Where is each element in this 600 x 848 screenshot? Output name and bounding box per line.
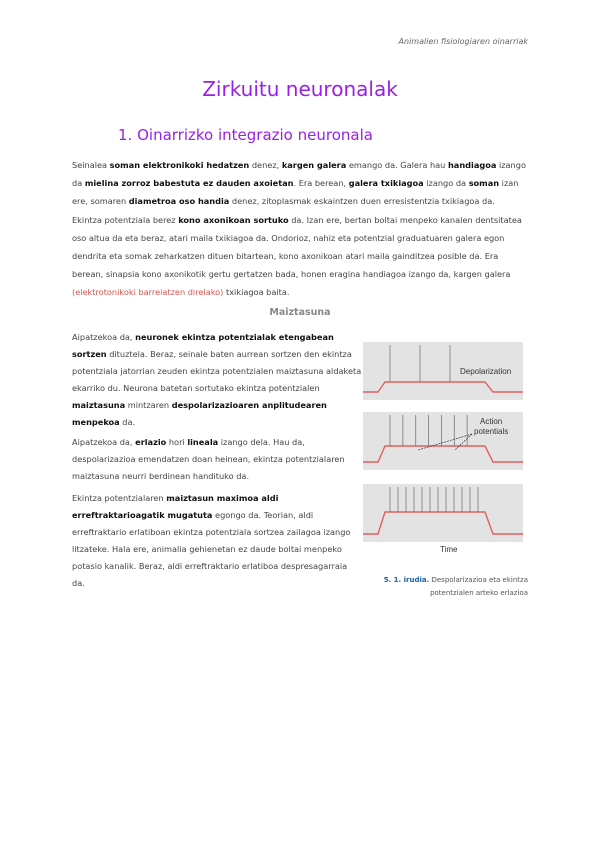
paragraph-5	[72, 490, 362, 592]
header-note: Animalien fisiologiaren oinarriak	[398, 37, 528, 46]
text: da.	[119, 417, 136, 427]
emph: galera txikiagoa	[348, 178, 424, 188]
text: Seinalea	[72, 160, 110, 170]
emph: erlazio	[135, 437, 167, 447]
text: dituztela. Beraz, seinale baten aurrean sortzen den ekintza potentziala jatorrian zeuden ekintza potentzialen maiztasuna aldaketa ekarriko du. Neurona batetan sortutako ekintza potentzialen	[72, 349, 362, 393]
section-heading	[118, 126, 373, 144]
text: Aipatzekoa da,	[72, 437, 136, 447]
text: hori	[166, 437, 188, 447]
emph: lineala	[187, 437, 219, 447]
emph: kono axonikoan sortuko	[178, 215, 289, 225]
section-title: Oinarrizko integrazio neuronala	[137, 126, 373, 144]
text: txikiagoa baita.	[223, 287, 290, 297]
emph: kargen galera	[281, 160, 347, 170]
text: mintzaren	[125, 400, 172, 410]
subheading-maiztasuna: Maiztasuna	[269, 307, 331, 318]
figure-label-depolarization: Depolarization	[460, 367, 512, 376]
paragraph-2	[72, 211, 532, 301]
section-number: 1.	[118, 126, 133, 144]
text: denez,	[249, 160, 282, 170]
text: Ekintza potentzialaren	[72, 493, 167, 503]
depolarization-figure	[360, 340, 525, 565]
emph: mielina zorroz babestuta ez dauden axoietan	[84, 178, 294, 188]
paragraph-4	[72, 434, 362, 485]
emph: soman	[468, 178, 500, 188]
text: denez, zitoplasmak eskaintzen duen erresistentzia txikiagoa da.	[229, 196, 495, 206]
emph: maiztasuna	[72, 400, 126, 410]
caption-text: Despolarizazioa eta ekintza potentzialen arteko erlazioa	[429, 576, 528, 597]
text: . Era berean,	[293, 178, 349, 188]
text: egongo da. Teorian, aldi erreftraktario erlatiboan ekintza potentziala sortzea zailagoa izango litzateke. Hala ere, animalia gehienetan ez daude boltai menpeko potasio kanalik. Beraz, aldi erreftraktario erlatiboa despresagarraia da.	[72, 510, 351, 588]
text: Ekintza potentziala berez	[72, 215, 179, 225]
emph: maiztasun maximoa aldi erreftraktarioagatik mugatuta	[72, 493, 279, 520]
text: izango dela. Hau da, despolarizazioa emendatzen doan heinean, ekintza potentzialaren maiztasuna neurri berdinean handituko da.	[72, 437, 345, 481]
paragraph-3	[72, 329, 362, 431]
text: emango da. Galera hau	[346, 160, 448, 170]
emph: neuronek ekintza potentzialak etengabean sortzen	[72, 332, 334, 359]
text: Aipatzekoa da,	[72, 332, 136, 342]
text: izan ere, somaren	[72, 178, 519, 206]
figure-panel	[363, 484, 523, 542]
figure-label-time: Time	[440, 545, 458, 554]
figure-label-action: Action	[480, 417, 503, 426]
emph: soman elektronikoki hedatzen	[109, 160, 250, 170]
red-text: (elektrotonikoki barreiatzen direlako)	[72, 287, 224, 297]
text: izango da	[423, 178, 469, 188]
emph: diametroa oso handia	[128, 196, 230, 206]
caption-label: 5. 1. irudia.	[383, 576, 430, 584]
text: da. Izan ere, bertan boltai menpeko kanalen dentsitatea oso altua da eta beraz, atari maila txikiagoa da. Ondorioz, nahiz eta potentzial graduatuaren galera egon dendrita eta somak zeharkatzen dituen bitartean, kono axonikoan atari maila gainditzea posible da. Era berean, sinapsia kono axonikotik gertu gertatzen bada, honen eragina handiagoa izango da, kargen galera	[72, 215, 522, 279]
figure-caption	[370, 574, 528, 600]
emph: handiagoa	[447, 160, 497, 170]
paragraph-1	[72, 156, 532, 210]
emph: despolarizazioaren anplitudearen menpekoa	[72, 400, 327, 427]
figure-label-potentials: potentials	[474, 427, 509, 436]
page-title: Zirkuitu neuronalak	[202, 77, 398, 101]
text: izango da	[72, 160, 526, 188]
